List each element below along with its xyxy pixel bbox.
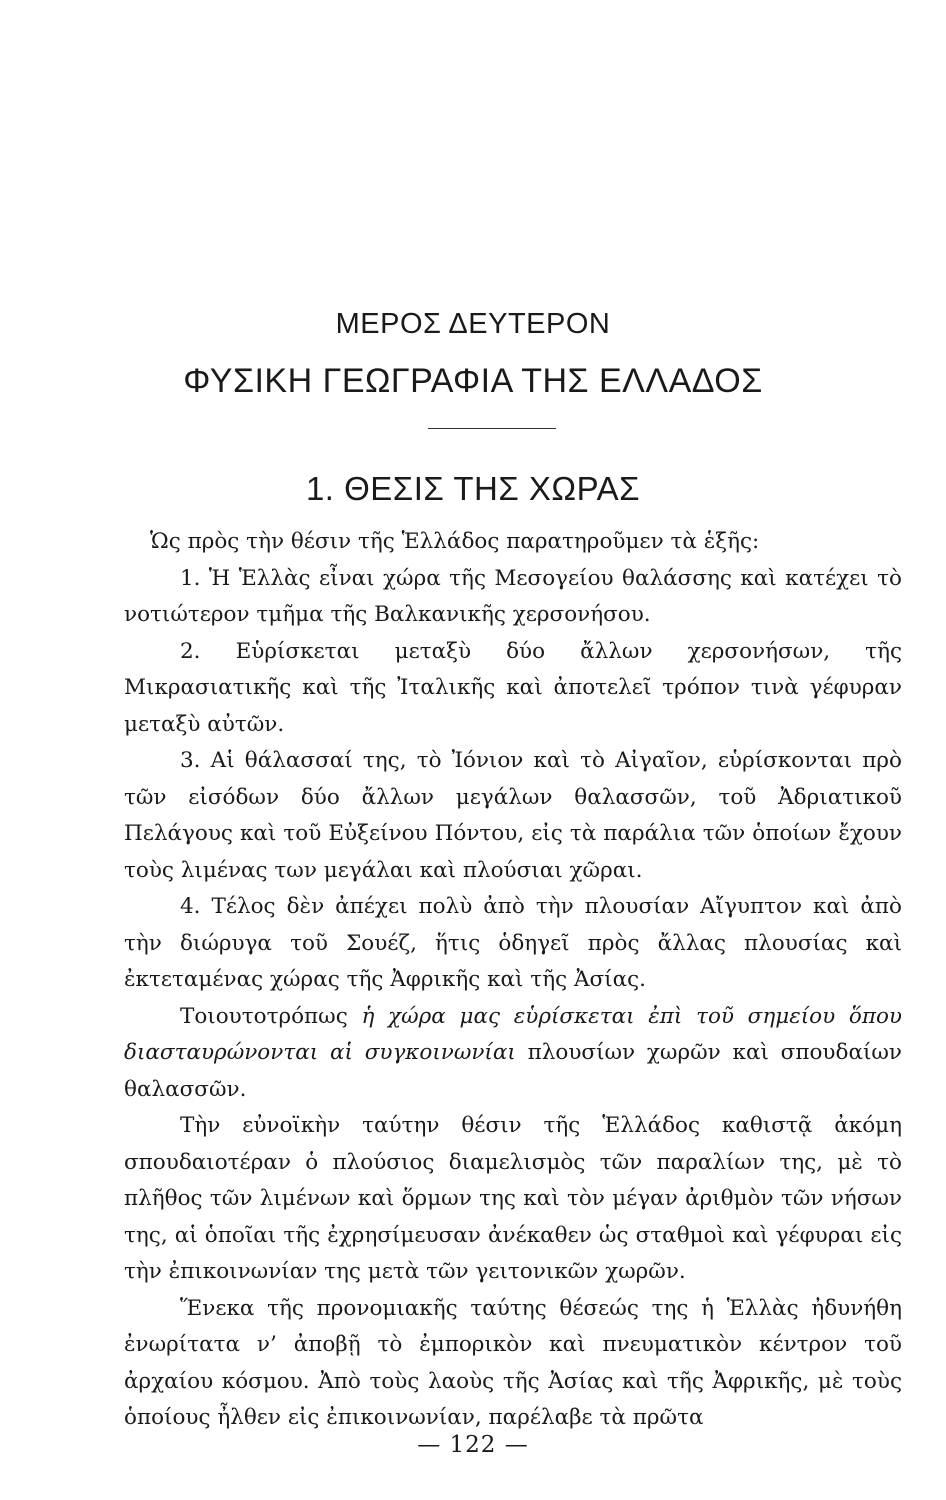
intro-paragraph: Ὡς πρὸς τὴν θέσιν τῆς Ἑλλάδος παρατηροῦμεν τὰ ἑξῆς: [150,529,760,554]
summary-tail: πλουσίων χωρῶν καὶ σπουδαίων θαλασσῶν. [124,1040,903,1102]
summary-paragraph [124,999,902,1109]
part-title: ΜΕΡΟΣ ΔΕΥΤΕΡΟΝ [335,308,611,340]
section-title: 1. ΘΕΣΙΣ ΤΗΣ ΧΩΡΑΣ [305,470,641,507]
list-item-4: 4. Τέλος δὲν ἀπέχει πολὺ ἀπὸ τὴν πλουσίαν Αἴγυπτον καὶ ἀπὸ τὴν διώρυγα τοῦ Σουέζ, ἥτις ὁδηγεῖ πρὸς ἄλλας πλουσίας καὶ ἐκτεταμένας χώρας τῆς Ἀφρικῆς καὶ τῆς Ἀσίας. [124,894,902,992]
list-item-2: 2. Εὑρίσκεται μεταξὺ δύο ἄλλων χερσονήσων, τῆς Μικρασιατικῆς καὶ τῆς Ἰταλικῆς καὶ ἀποτελεῖ τρόπον τινὰ γέφυραν μεταξὺ αὐτῶν. [124,638,902,737]
page-number: — 122 — [417,1432,529,1458]
advantage-paragraph: Τὴν εὐνοϊκὴν ταύτην θέσιν τῆς Ἑλλάδος καθιστᾷ ἀκόμη σπουδαιοτέραν ὁ πλούσιος διαμελισμὸς τῶν παραλίων της, μὲ τὸ πλῆθος τῶν λιμένων καὶ ὅρμων της καὶ τὸν μέγαν ἀριθμὸν τῶν νήσων της, αἱ ὁποῖαι τῆς ἐχρησίμευσαν ἀνέκαθεν ὡς σταθμοὶ καὶ γέφυραι εἰς τὴν ἐπικοινωνίαν της μετὰ τῶν γειτονικῶν χωρῶν. [124,1113,902,1284]
body-text [124,524,902,1437]
summary-lead: Τοιουτοτρόπως [180,1003,362,1029]
title-divider [428,428,556,429]
main-title: ΦΥΣΙΚΗ ΓΕΩΓΡΑΦΙΑ ΤΗΣ ΕΛΛΑΔΟΣ [183,362,763,400]
list-item-1: 1. Ἡ Ἑλλὰς εἶναι χώρα τῆς Μεσογείου θαλάσσης καὶ κατέχει τὸ νοτιώτερον τμῆμα τῆς Βαλκανικῆς χερσονήσου. [124,565,902,627]
summary-emphasis: ἡ χώρα μας εὑρίσκεται ἐπὶ τοῦ σημείου ὅπου διασταυρώνονται αἱ συγκοινωνίαι [124,1003,902,1065]
list-item-3: 3. Αἱ θάλασσαί της, τὸ Ἰόνιον καὶ τὸ Αἰγαῖον, εὑρίσκονται πρὸ τῶν εἰσόδων δύο ἄλλων μεγάλων θαλασσῶν, τοῦ Ἀδριατικοῦ Πελάγους καὶ τοῦ Εὐξείνου Πόντου, εἰς τὰ παράλια τῶν ὁποίων ἔχουν τοὺς λιμένας των μεγάλαι καὶ πλούσιαι χῶραι. [124,748,902,883]
center-paragraph: Ἕνεκα τῆς προνομιακῆς ταύτης θέσεώς της ἡ Ἑλλὰς ἠδυνήθη ἐνωρίτατα ν’ ἀποβῇ τὸ ἐμπορικὸν καὶ πνευματικὸν κέντρον τοῦ ἀρχαίου κόσμου. Ἀπὸ τοὺς λαοὺς τῆς Ἀσίας καὶ τῆς Ἀφρικῆς, μὲ τοὺς ὁποίους ἦλθεν εἰς ἐπικοινωνίαν, παρέλαβε τὰ πρῶτα [124,1295,902,1430]
